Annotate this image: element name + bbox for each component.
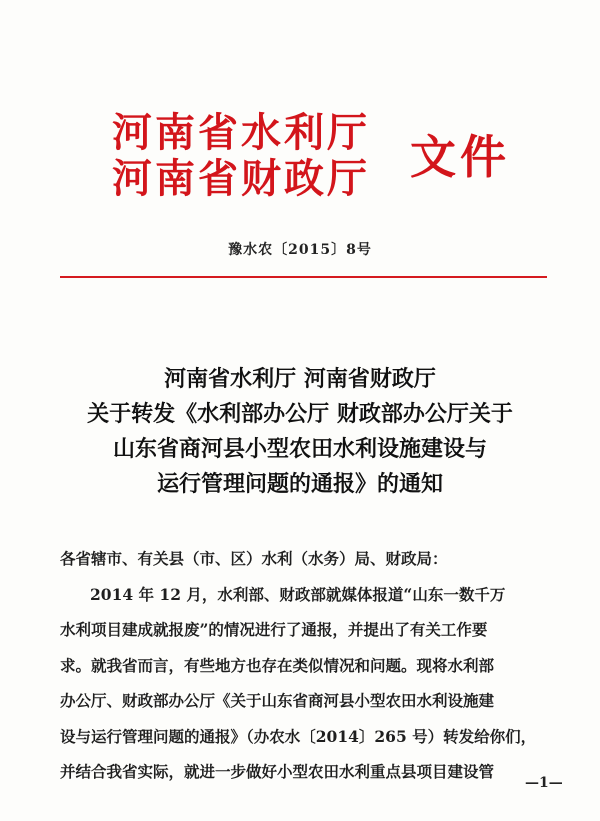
body-line: 设与运行管理问题的通报》（办农水〔2014〕265 号）转发给你们，	[60, 726, 537, 746]
red-divider-line	[60, 276, 547, 278]
body-line: 2014 年 12 月，水利部、财政部就媒体报道“山东一数千万	[90, 584, 506, 604]
title-line: 河南省水利厅 河南省财政厅	[164, 366, 436, 392]
red-masthead	[112, 110, 552, 202]
document-title	[40, 362, 560, 502]
body-line: 水利项目建成就报废”的情况进行了通报，并提出了有关工作要	[60, 620, 488, 639]
masthead-document-word: 文件	[410, 130, 510, 184]
title-line: 运行管理问题的通报》的通知	[156, 471, 443, 497]
masthead-org-finance: 河南省财政厅	[112, 155, 370, 202]
body-line: 求。就我省而言，有些地方也存在类似情况和问题。现将水利部	[60, 655, 495, 675]
page-number: —1—	[525, 775, 563, 791]
title-line: 关于转发《水利部办公厅 财政部办公厅关于	[87, 401, 513, 427]
document-number: 豫水农〔2015〕8号	[228, 242, 372, 258]
body-line: 并结合我省实际，就进一步做好小型农田水利重点县项目建设管	[60, 762, 495, 781]
title-line: 山东省商河县小型农田水利设施建设与	[112, 436, 487, 462]
body-line: 办公厅、财政部办公厅《关于山东省商河县小型农田水利设施建	[60, 691, 495, 710]
masthead-org-water: 河南省水利厅	[112, 109, 370, 156]
salutation-line: 各省辖市、有关县（市、区）水利（水务）局、财政局：	[60, 549, 448, 568]
document-body	[60, 541, 560, 790]
